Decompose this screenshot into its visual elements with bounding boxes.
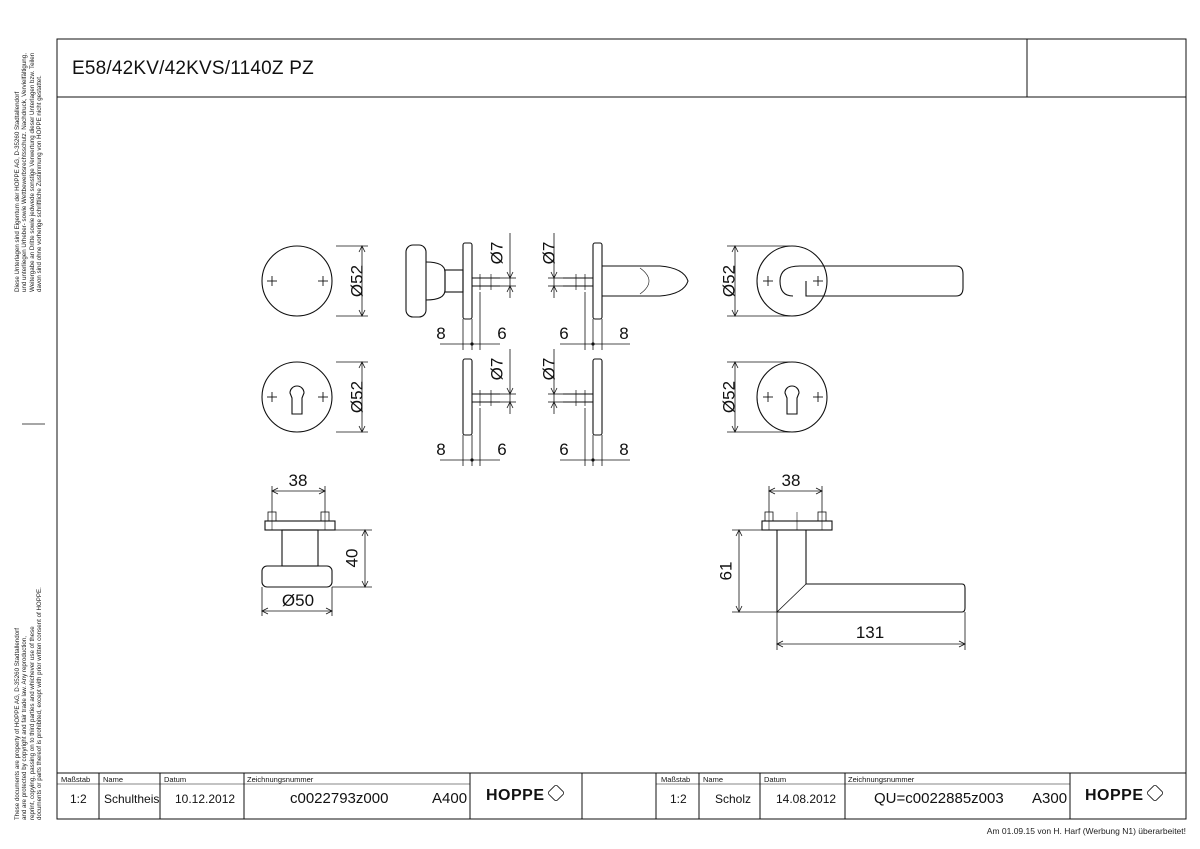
side-note-line: Diese Unterlagen sind Eigentum der HOPPE AG, D-35260 Stadtallendorf bbox=[14, 91, 21, 292]
drawing-title: E58/42KV/42KVS/1140Z PZ bbox=[72, 58, 314, 79]
knob-top-view bbox=[265, 521, 335, 530]
lever-side-view bbox=[593, 243, 602, 319]
dim-offset-4: 6 bbox=[559, 440, 569, 459]
dim-rose-thickness-3: 8 bbox=[436, 440, 446, 459]
dim-spindle-3: Ø7 bbox=[487, 357, 507, 381]
format-right: A300 bbox=[1032, 790, 1068, 807]
hoppe-logo-right bbox=[1085, 785, 1163, 805]
dim-rose-dia-4: Ø52 bbox=[719, 380, 739, 414]
hoppe-mark-icon bbox=[546, 784, 564, 802]
cylinder-rose-side-view-right bbox=[593, 359, 602, 435]
label-date-right: Datum bbox=[764, 775, 787, 784]
side-note-line: Weitergabe an Dritte sowie jedwede sonstige Verwertung dieser Unterlagen bzw. Teilen bbox=[28, 52, 36, 292]
logo-text: HOPPE bbox=[486, 787, 545, 804]
dim-spindle-1: Ø7 bbox=[487, 241, 507, 265]
side-note-line: and are protected by copyright and fair trade law. Any reproduction, bbox=[21, 635, 29, 820]
side-note-line: These documents are property of HOPPE AG, D-35260 Stadtallendorf bbox=[14, 628, 21, 820]
label-name-left: Name bbox=[103, 775, 124, 784]
dim-spindle-4: Ø7 bbox=[539, 357, 559, 381]
scale-right: 1:2 bbox=[670, 792, 687, 806]
label-date-left: Datum bbox=[164, 775, 187, 784]
name-left: Schultheis bbox=[104, 792, 160, 806]
revision-note: Am 01.09.15 von H. Harf (Werbung N1) überarbeitet! bbox=[986, 826, 1186, 836]
label-name-right: Name bbox=[703, 775, 724, 784]
dim-knob-dia: Ø50 bbox=[281, 591, 315, 610]
frame-border bbox=[57, 39, 1186, 819]
name-right: Scholz bbox=[715, 792, 752, 806]
dim-knob-width: 38 bbox=[288, 471, 308, 490]
scale-left: 1:2 bbox=[70, 792, 87, 806]
date-right: 14.08.2012 bbox=[776, 792, 837, 806]
dim-offset-2: 6 bbox=[559, 324, 569, 343]
logo-text: HOPPE bbox=[1085, 787, 1144, 804]
hoppe-logo-left bbox=[486, 785, 564, 805]
dim-rose-thickness-1: 8 bbox=[436, 324, 446, 343]
cylinder-rose-side-view bbox=[463, 359, 472, 435]
dim-rose-thickness-2: 8 bbox=[619, 324, 629, 343]
dim-rose-dia-3: Ø52 bbox=[719, 264, 739, 298]
dim-spindle-2: Ø7 bbox=[539, 241, 559, 265]
dim-lever-length: 131 bbox=[855, 623, 885, 642]
dim-rose-thickness-4: 8 bbox=[619, 440, 629, 459]
dim-offset-1: 6 bbox=[497, 324, 507, 343]
side-note-line: documents or parts thereof is prohibited, except with prior written consent of HOPPE. bbox=[36, 587, 44, 820]
side-note-line: und unterliegen Urheber- sowie Wettbewerbsrechtsschutz. Nachdruck, Vervielfältigung, bbox=[21, 53, 29, 292]
side-note-line: davon sind ohne vorherige schriftliche Zustimmung von HOPPE nicht gestattet. bbox=[36, 75, 44, 292]
dim-knob-height: 40 bbox=[342, 548, 362, 568]
dim-lever-height: 61 bbox=[716, 561, 736, 581]
label-scale-right: Maßstab bbox=[661, 775, 691, 784]
label-number-left: Zeichnungsnummer bbox=[247, 775, 314, 784]
hoppe-mark-icon bbox=[1145, 784, 1163, 802]
label-scale-left: Maßstab bbox=[61, 775, 91, 784]
format-left: A400 bbox=[432, 790, 468, 807]
side-note-line: reprint, copying, passing on to third parties and whichever use of these bbox=[28, 626, 36, 820]
drawing-number-right: QU=c0022885z003 bbox=[874, 790, 1004, 807]
label-number-right: Zeichnungsnummer bbox=[848, 775, 915, 784]
date-left: 10.12.2012 bbox=[175, 792, 236, 806]
dim-lever-width: 38 bbox=[781, 471, 801, 490]
drawing-number-left: c0022793z000 bbox=[290, 790, 389, 807]
dim-rose-dia-2: Ø52 bbox=[347, 380, 367, 414]
dim-rose-dia-1: Ø52 bbox=[347, 264, 367, 298]
dim-offset-3: 6 bbox=[497, 440, 507, 459]
knob-side-view bbox=[406, 245, 426, 317]
